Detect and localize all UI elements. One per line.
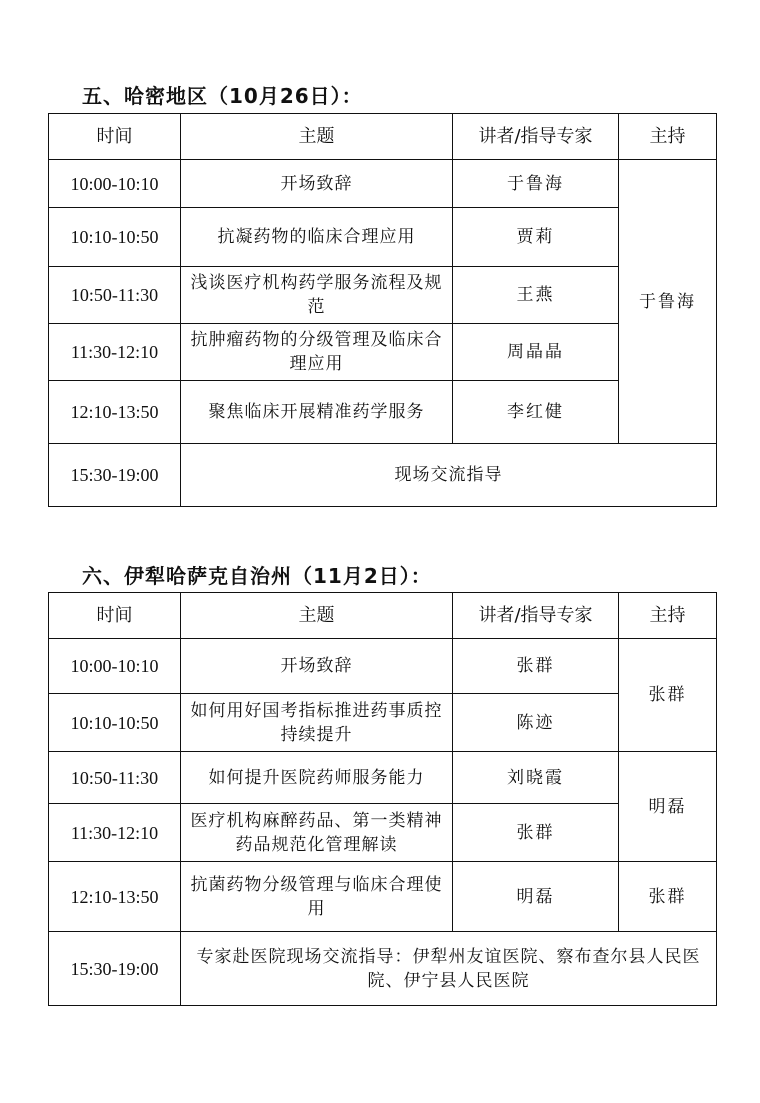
row-time: 11:30-12:10 [49,324,181,381]
table-row [49,324,717,381]
row-speaker: 张群 [453,639,619,694]
row-host: 于鲁海 [619,160,717,444]
row-time: 11:30-12:10 [49,804,181,862]
table-row [49,862,717,932]
row-topic: 聚焦临床开展精准药学服务 [181,381,453,444]
table-row [49,208,717,267]
row-host: 张群 [619,862,717,932]
table-row [49,160,717,208]
row-topic: 医疗机构麻醉药品、第一类精神药品规范化管理解读 [181,804,453,862]
table-row [49,639,717,694]
row-time: 15:30-19:00 [49,444,181,507]
row-time: 12:10-13:50 [49,381,181,444]
row-time: 10:00-10:10 [49,639,181,694]
table-row [49,932,717,1006]
row-speaker: 于鲁海 [453,160,619,208]
row-time: 10:10-10:50 [49,694,181,752]
row-speaker: 刘晓霞 [453,752,619,804]
row-topic: 开场致辞 [181,160,453,208]
row-topic: 现场交流指导 [181,444,717,507]
row-time: 12:10-13:50 [49,862,181,932]
header-host: 主持 [619,593,717,639]
row-speaker: 张群 [453,804,619,862]
table-row [49,444,717,507]
row-speaker: 周晶晶 [453,324,619,381]
section-6-title: 六、伊犁哈萨克自治州（11月2日）： [82,564,432,588]
header-speaker: 讲者/指导专家 [453,114,619,160]
row-topic: 如何提升医院药师服务能力 [181,752,453,804]
row-topic: 开场致辞 [181,639,453,694]
table-header-row [49,593,717,639]
row-speaker: 贾莉 [453,208,619,267]
row-host: 明磊 [619,752,717,862]
header-time: 时间 [49,114,181,160]
table-row [49,381,717,444]
row-time: 10:00-10:10 [49,160,181,208]
row-speaker: 王燕 [453,267,619,324]
schedule-table-yili [48,592,717,1006]
row-topic: 专家赴医院现场交流指导：伊犁州友谊医院、察布查尔县人民医院、伊宁县人民医院 [181,932,717,1006]
row-host: 张群 [619,639,717,752]
table-row [49,752,717,804]
row-time: 10:10-10:50 [49,208,181,267]
row-topic: 如何用好国考指标推进药事质控持续提升 [181,694,453,752]
header-speaker: 讲者/指导专家 [453,593,619,639]
row-topic: 浅谈医疗机构药学服务流程及规范 [181,267,453,324]
header-topic: 主题 [181,114,453,160]
section-5-title: 五、哈密地区（10月26日）： [82,84,363,108]
table-row [49,694,717,752]
schedule-table-hami [48,113,717,507]
row-speaker: 陈迹 [453,694,619,752]
table-header-row [49,114,717,160]
header-time: 时间 [49,593,181,639]
header-topic: 主题 [181,593,453,639]
header-host: 主持 [619,114,717,160]
row-time: 10:50-11:30 [49,267,181,324]
table-row [49,267,717,324]
table-row [49,804,717,862]
row-speaker: 李红健 [453,381,619,444]
row-time: 15:30-19:00 [49,932,181,1006]
row-topic: 抗菌药物分级管理与临床合理使用 [181,862,453,932]
row-speaker: 明磊 [453,862,619,932]
row-topic: 抗凝药物的临床合理应用 [181,208,453,267]
row-topic: 抗肿瘤药物的分级管理及临床合理应用 [181,324,453,381]
row-time: 10:50-11:30 [49,752,181,804]
